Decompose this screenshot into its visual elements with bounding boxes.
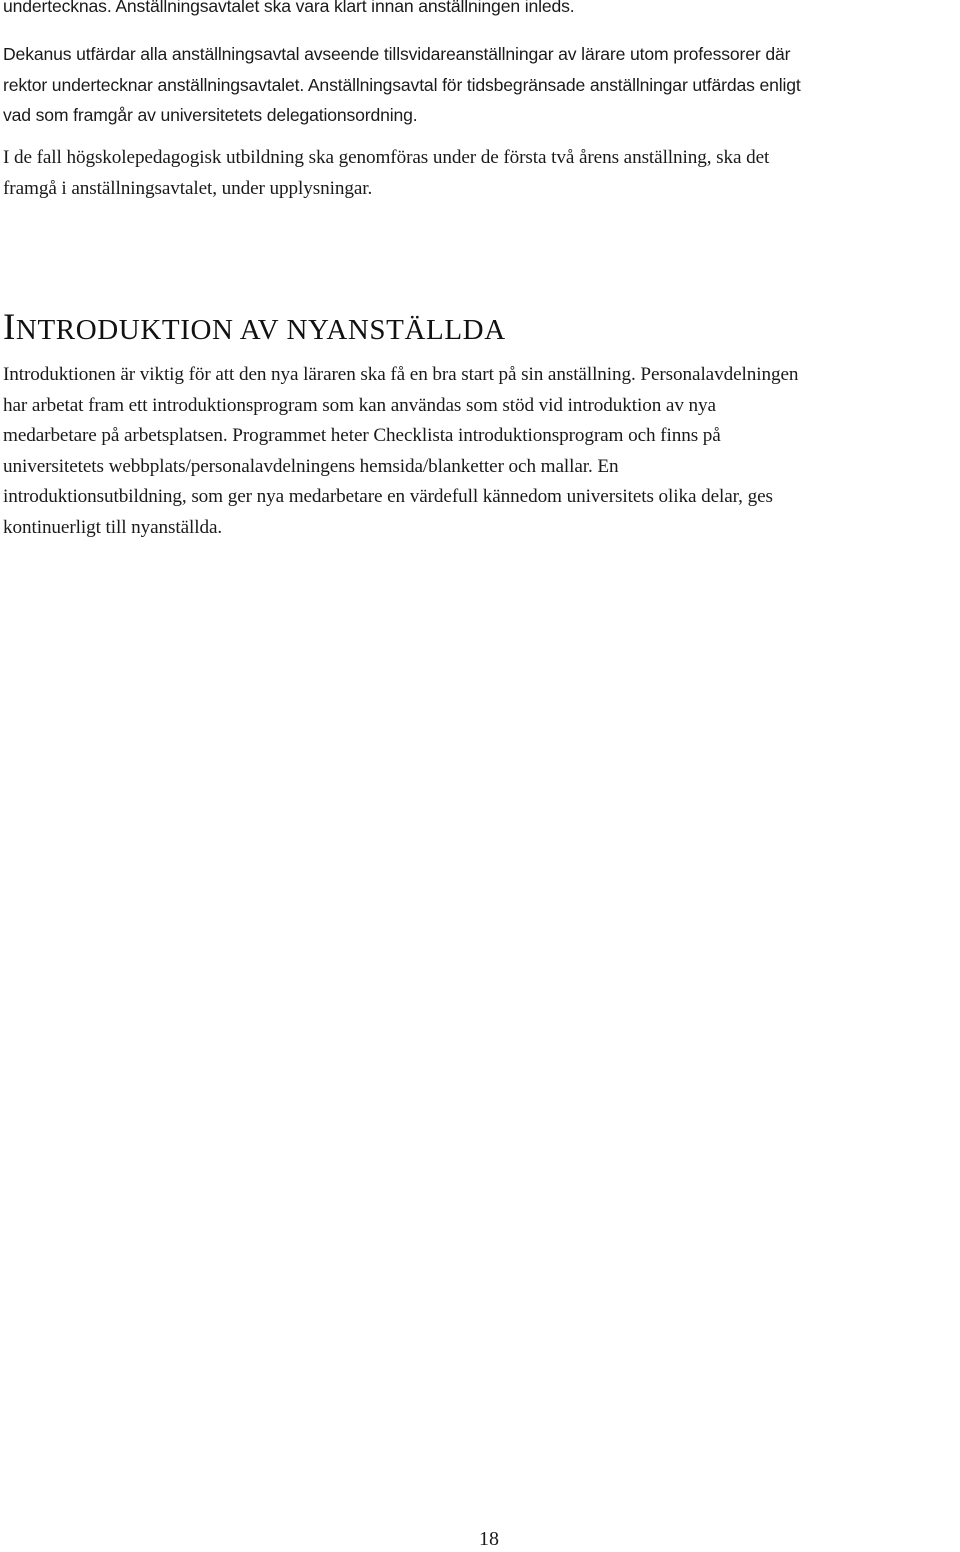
paragraph-signing-note	[3, 0, 957, 22]
text-line: universitetets webbplats/personalavdelningens hemsida/blanketter och mallar. En	[3, 455, 619, 477]
text-line: Dekanus utfärdar alla anställningsavtal avseende tillsvidareanställningar av lärare utom professorer där	[3, 44, 791, 64]
heading-rest: NTRODUKTION AV NYANSTÄLLDA	[15, 314, 506, 346]
text-line: har arbetat fram ett introduktionsprogram som kan användas som stöd vid introduktion av nya	[3, 394, 716, 416]
text-line: I de fall högskolepedagogisk utbildning ska genomföras under de första två årens anställning, ska det	[3, 147, 770, 168]
text-line: framgå i anställningsavtalet, under upplysningar.	[3, 177, 373, 199]
paragraph-introduction	[3, 360, 957, 543]
text-line: Introduktionen är viktig för att den nya läraren ska få en bra start på sin anställning. Personalavdelningen	[3, 364, 799, 385]
page-number: 18	[479, 1528, 499, 1550]
paragraph-pedagogical-training	[3, 143, 957, 204]
text-line: introduktionsutbildning, som ger nya medarbetare en värdefull kännedom universitets olika delar, ges	[3, 486, 773, 507]
text-line: kontinuerligt till nyanställda.	[3, 516, 223, 538]
text-line: medarbetare på arbetsplatsen. Programmet heter Checklista introduktionsprogram och finns på	[3, 425, 721, 446]
text-line: undertecknas. Anställningsavtalet ska vara klart innan anställningen inleds.	[3, 0, 575, 16]
section-heading	[3, 306, 506, 352]
text-line: rektor undertecknar anställningsavtalet. Anställningsavtal för tidsbegränsade anställningar utfärdas enligt	[3, 74, 801, 95]
heading-initial: I	[3, 307, 16, 348]
paragraph-contract-issuance	[3, 39, 957, 131]
text-line: vad som framgår av universitetets delegationsordning.	[3, 105, 418, 125]
